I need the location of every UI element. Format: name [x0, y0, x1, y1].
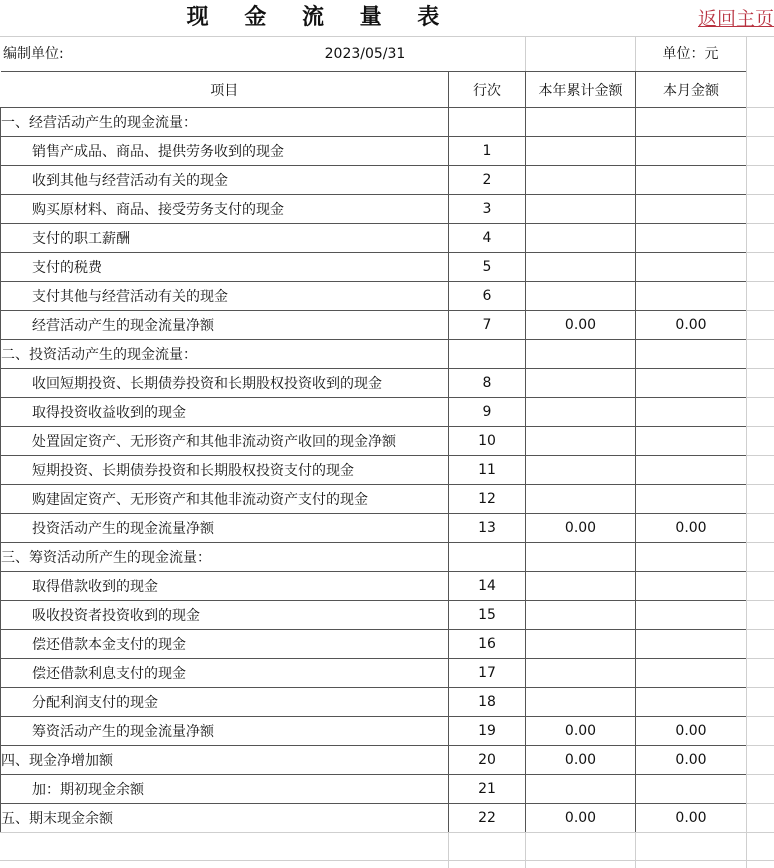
gridline [746, 194, 774, 195]
gridline [746, 426, 774, 427]
row-ytd-amount[interactable] [526, 485, 636, 514]
row-ytd-amount[interactable] [526, 108, 636, 137]
row-item-label[interactable]: 偿还借款本金支付的现金 [1, 630, 449, 659]
row-ytd-amount[interactable]: 0.00 [526, 514, 636, 543]
gridline [746, 687, 774, 688]
table-row [1, 224, 747, 253]
return-home-link[interactable]: 返回主页 [697, 8, 774, 30]
row-month-amount[interactable]: 0.00 [636, 746, 747, 775]
header-row [1, 72, 747, 108]
gridline [448, 832, 449, 868]
row-item-label[interactable]: 销售产成品、商品、提供劳务收到的现金 [1, 137, 449, 166]
table-row [1, 775, 747, 804]
row-month-amount[interactable] [636, 398, 747, 427]
row-ytd-amount[interactable] [526, 456, 636, 485]
row-ytd-amount[interactable] [526, 572, 636, 601]
row-item-label[interactable]: 短期投资、长期债券投资和长期股权投资支付的现金 [1, 456, 449, 485]
header-line-no: 行次 [449, 72, 526, 108]
gridline [746, 629, 774, 630]
row-month-amount[interactable] [636, 572, 747, 601]
row-line-number[interactable]: 21 [449, 775, 526, 804]
row-line-number[interactable]: 11 [449, 456, 526, 485]
row-ytd-amount[interactable] [526, 630, 636, 659]
table-row [1, 717, 747, 746]
table-row [1, 572, 747, 601]
table-row [1, 282, 747, 311]
row-line-number[interactable]: 8 [449, 369, 526, 398]
row-ytd-amount[interactable] [526, 195, 636, 224]
row-line-number[interactable] [449, 340, 526, 369]
table-row [1, 427, 747, 456]
row-month-amount[interactable] [636, 601, 747, 630]
row-item-label[interactable]: 分配利润支付的现金 [1, 688, 449, 717]
gridline [746, 107, 774, 108]
row-line-number[interactable]: 19 [449, 717, 526, 746]
gridline [746, 252, 774, 253]
gridline [746, 484, 774, 485]
table-row [1, 746, 747, 775]
row-month-amount[interactable] [636, 340, 747, 369]
gridline [746, 397, 774, 398]
gridline [746, 658, 774, 659]
row-item-label[interactable]: 加：期初现金余额 [1, 775, 449, 804]
table-row [1, 630, 747, 659]
row-line-number[interactable]: 1 [449, 137, 526, 166]
row-item-label[interactable]: 一、经营活动产生的现金流量： [1, 108, 449, 137]
row-month-amount[interactable] [636, 659, 747, 688]
row-month-amount[interactable] [636, 485, 747, 514]
gridline [746, 223, 774, 224]
table-row [1, 659, 747, 688]
row-month-amount[interactable] [636, 195, 747, 224]
gridline [746, 455, 774, 456]
table-row [1, 485, 747, 514]
row-line-number[interactable]: 9 [449, 398, 526, 427]
cash-flow-table [0, 71, 747, 833]
row-month-amount[interactable] [636, 775, 747, 804]
table-row [1, 688, 747, 717]
gridline [746, 745, 774, 746]
row-month-amount[interactable] [636, 630, 747, 659]
table-row [1, 543, 747, 572]
header-month-amount: 本月金额 [636, 72, 747, 108]
row-month-amount[interactable] [636, 253, 747, 282]
table-row [1, 398, 747, 427]
row-month-amount[interactable] [636, 137, 747, 166]
row-ytd-amount[interactable] [526, 340, 636, 369]
gridline [746, 165, 774, 166]
gridline [746, 571, 774, 572]
row-month-amount[interactable]: 0.00 [636, 311, 747, 340]
row-line-number[interactable]: 6 [449, 282, 526, 311]
row-month-amount[interactable] [636, 282, 747, 311]
row-item-label[interactable]: 投资活动产生的现金流量净额 [1, 514, 449, 543]
table-row [1, 166, 747, 195]
row-month-amount[interactable] [636, 427, 747, 456]
gridline [746, 281, 774, 282]
row-item-label[interactable]: 支付的职工薪酬 [1, 224, 449, 253]
row-month-amount[interactable] [636, 369, 747, 398]
row-month-amount[interactable] [636, 166, 747, 195]
gridline [746, 71, 747, 832]
row-line-number[interactable]: 7 [449, 311, 526, 340]
gridline [746, 542, 774, 543]
gridline [746, 803, 774, 804]
row-item-label[interactable]: 购建固定资产、无形资产和其他非流动资产支付的现金 [1, 485, 449, 514]
row-ytd-amount[interactable] [526, 688, 636, 717]
row-line-number[interactable]: 16 [449, 630, 526, 659]
row-month-amount[interactable] [636, 108, 747, 137]
row-line-number[interactable]: 14 [449, 572, 526, 601]
row-item-label[interactable]: 处置固定资产、无形资产和其他非流动资产收回的现金净额 [1, 427, 449, 456]
meta-row [0, 36, 774, 72]
gridline [525, 832, 526, 868]
row-line-number[interactable]: 17 [449, 659, 526, 688]
row-line-number[interactable]: 2 [449, 166, 526, 195]
row-ytd-amount[interactable]: 0.00 [526, 311, 636, 340]
row-ytd-amount[interactable]: 0.00 [526, 717, 636, 746]
row-item-label[interactable]: 三、筹资活动所产生的现金流量： [1, 543, 449, 572]
table-row [1, 456, 747, 485]
row-month-amount[interactable]: 0.00 [636, 717, 747, 746]
gridline [746, 716, 774, 717]
row-ytd-amount[interactable] [526, 137, 636, 166]
row-ytd-amount[interactable] [526, 398, 636, 427]
gridline [746, 136, 774, 137]
row-line-number[interactable]: 4 [449, 224, 526, 253]
row-ytd-amount[interactable] [526, 224, 636, 253]
gridline [746, 832, 747, 868]
row-line-number[interactable]: 5 [449, 253, 526, 282]
row-ytd-amount[interactable]: 0.00 [526, 746, 636, 775]
row-line-number[interactable]: 13 [449, 514, 526, 543]
row-item-label[interactable]: 收到其他与经营活动有关的现金 [1, 166, 449, 195]
gridline [746, 339, 774, 340]
row-item-label[interactable]: 取得投资收益收到的现金 [1, 398, 449, 427]
row-ytd-amount[interactable] [526, 543, 636, 572]
gridline [746, 368, 774, 369]
gridline [746, 37, 747, 72]
gridline [746, 310, 774, 311]
table-row [1, 601, 747, 630]
gridline [635, 832, 636, 868]
row-item-label[interactable]: 四、现金净增加额 [1, 746, 449, 775]
row-item-label[interactable]: 取得借款收到的现金 [1, 572, 449, 601]
row-line-number[interactable]: 10 [449, 427, 526, 456]
gridline [525, 37, 526, 72]
gridline [746, 600, 774, 601]
table-row [1, 195, 747, 224]
gridline [0, 832, 774, 833]
row-ytd-amount[interactable] [526, 427, 636, 456]
row-line-number[interactable] [449, 108, 526, 137]
row-item-label[interactable]: 筹资活动产生的现金流量净额 [1, 717, 449, 746]
row-item-label[interactable]: 经营活动产生的现金流量净额 [1, 311, 449, 340]
row-month-amount[interactable] [636, 224, 747, 253]
row-item-label[interactable]: 偿还借款利息支付的现金 [1, 659, 449, 688]
table-row [1, 253, 747, 282]
row-item-label[interactable]: 五、期末现金余额 [1, 804, 449, 833]
row-line-number[interactable]: 3 [449, 195, 526, 224]
header-ytd-amount: 本年累计金额 [526, 72, 636, 108]
row-item-label[interactable]: 支付其他与经营活动有关的现金 [1, 282, 449, 311]
unit-label: 单位：元 [662, 46, 719, 62]
row-ytd-amount[interactable]: 0.00 [526, 804, 636, 833]
row-ytd-amount[interactable] [526, 601, 636, 630]
row-item-label[interactable]: 购买原材料、商品、接受劳务支付的现金 [1, 195, 449, 224]
table-row [1, 514, 747, 543]
row-ytd-amount[interactable] [526, 775, 636, 804]
row-item-label[interactable]: 二、投资活动产生的现金流量： [1, 340, 449, 369]
row-line-number[interactable]: 22 [449, 804, 526, 833]
company-label: 编制单位: [3, 46, 64, 62]
row-ytd-amount[interactable] [526, 369, 636, 398]
row-ytd-amount[interactable] [526, 253, 636, 282]
table-row [1, 340, 747, 369]
row-line-number[interactable]: 20 [449, 746, 526, 775]
table-row [1, 137, 747, 166]
row-month-amount[interactable]: 0.00 [636, 804, 747, 833]
row-ytd-amount[interactable] [526, 282, 636, 311]
page-title: 现 金 流 量 表 [186, 5, 454, 30]
row-item-label[interactable]: 支付的税费 [1, 253, 449, 282]
table-row [1, 369, 747, 398]
table-row [1, 804, 747, 833]
table-row [1, 108, 747, 137]
gridline [0, 860, 774, 861]
gridline [746, 774, 774, 775]
row-line-number[interactable]: 18 [449, 688, 526, 717]
row-item-label[interactable]: 收回短期投资、长期债券投资和长期股权投资收到的现金 [1, 369, 449, 398]
row-line-number[interactable] [449, 543, 526, 572]
gridline [746, 513, 774, 514]
row-ytd-amount[interactable] [526, 659, 636, 688]
table-row [1, 311, 747, 340]
header-item: 项目 [1, 72, 449, 108]
row-ytd-amount[interactable] [526, 166, 636, 195]
row-month-amount[interactable]: 0.00 [636, 514, 747, 543]
row-item-label[interactable]: 吸收投资者投资收到的现金 [1, 601, 449, 630]
row-month-amount[interactable] [636, 456, 747, 485]
row-line-number[interactable]: 12 [449, 485, 526, 514]
row-month-amount[interactable] [636, 543, 747, 572]
row-month-amount[interactable] [636, 688, 747, 717]
row-line-number[interactable]: 15 [449, 601, 526, 630]
report-date[interactable]: 2023/05/31 [324, 46, 406, 62]
